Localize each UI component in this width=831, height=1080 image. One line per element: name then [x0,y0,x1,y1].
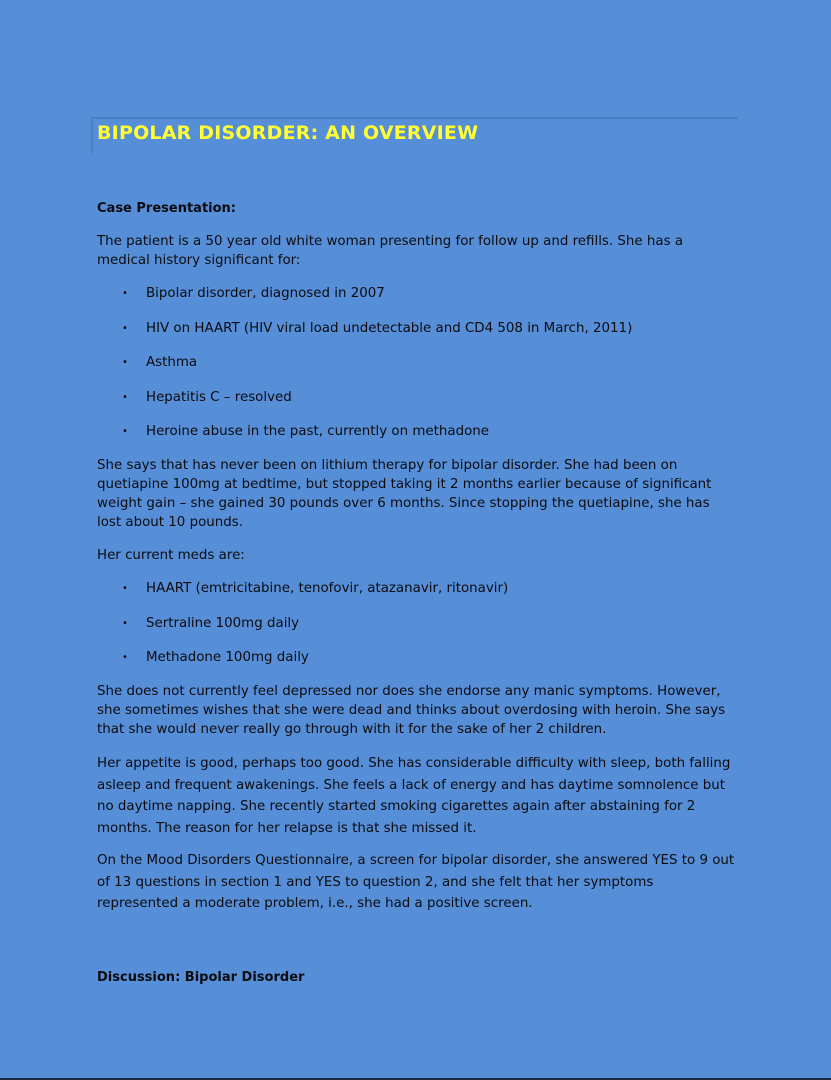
case-presentation-heading: Case Presentation: [97,201,237,216]
list-item [97,648,737,676]
list-item [97,579,737,614]
mdq-paragraph: On the Mood Disorders Questionnaire, a screen for bipolar disorder, she answered YES to 9 out of 13 questions in section 1 and YES to question 2, and she felt that her symptoms represented a moderate problem, i.e., she had a positive screen. [97,853,735,911]
title-border-left [91,117,93,153]
bullet-icon: • [122,426,128,437]
appetite-paragraph: Her appetite is good, perhaps too good. She has considerable difficulty with sleep, both falling asleep and frequent awakenings. She feels a lack of energy and has daytime somnolence but no daytime napping. She recently started smoking cigarettes again after abstaining for 2 months. The reason for her relapse is that she missed it. [97,756,731,836]
list-item [97,319,737,354]
mood-paragraph: She does not currently feel depressed nor does she endorse any manic symptoms. However, she sometimes wishes that she were dead and thinks about overdosing with heroin. She says that she would never really go through with it for the sake of her 2 children. [97,684,726,737]
bullet-icon: • [122,357,128,368]
bullet-icon: • [122,391,128,403]
list-item-text: Asthma [146,355,198,370]
list-item-text: Hepatitis C – resolved [146,389,292,405]
list-item-text: HIV on HAART (HIV viral load undetectable and CD4 508 in March, 2011) [146,320,633,336]
list-item-text: Heroine abuse in the past, currently on methadone [146,424,490,439]
bullet-icon: • [122,322,128,334]
list-item-text: HAART (emtricitabine, tenofovir, atazanavir, ritonavir) [146,581,509,596]
meds-list [97,579,737,676]
bullet-icon: • [122,652,128,663]
discussion-heading: Discussion: Bipolar Disorder [97,969,305,985]
title-border-top [91,117,738,119]
list-item [97,284,737,319]
list-item [97,614,737,649]
bullet-icon: • [122,583,128,594]
lithium-paragraph: She says that has never been on lithium therapy for bipolar disorder. She had been on quetiapine 100mg at bedtime, but stopped taking it 2 months earlier because of significant weight gain – she gained 30 pounds over 6 months. Since stopping the quetiapine, she has lost about 10 pounds. [97,458,712,530]
list-item [97,388,737,423]
list-item [97,353,737,388]
section-spacer [97,926,737,968]
bullet-icon: • [122,617,128,629]
list-item-text: Bipolar disorder, diagnosed in 2007 [146,286,385,301]
document-body [97,199,737,1001]
list-item-text: Sertraline 100mg daily [146,615,300,631]
intro-paragraph: The patient is a 50 year old white woman presenting for follow up and refills. She has a medical history significant for: [97,234,684,268]
bullet-icon: • [122,288,128,299]
list-item-text: Methadone 100mg daily [146,650,309,665]
document-title: BIPOLAR DISORDER: AN OVERVIEW [97,122,479,144]
history-list [97,284,737,450]
list-item [97,422,737,450]
meds-intro: Her current meds are: [97,548,245,563]
